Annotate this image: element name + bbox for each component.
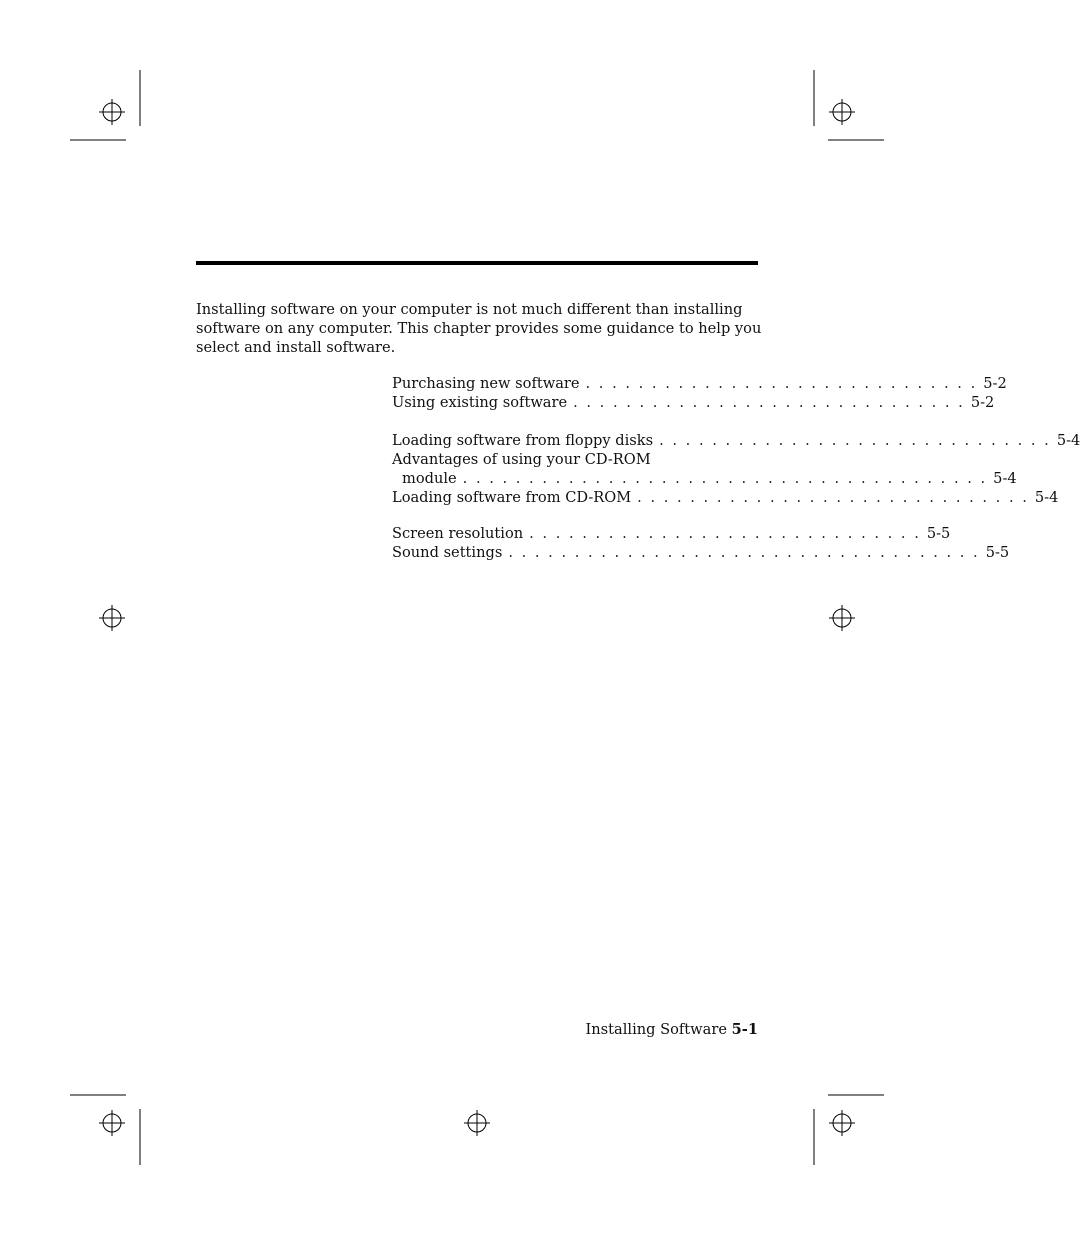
toc-label: Sound settings <box>392 544 503 561</box>
registration-mark-bottom-right-icon <box>814 1095 884 1165</box>
toc-entry-floppy <box>392 431 1080 450</box>
dot-leader: . . . . . . . . . . . . . . . . . . . . . . . . . . . . . . <box>637 489 1029 506</box>
toc-entry-advantages <box>392 469 1017 488</box>
toc-label: Loading software from CD-ROM <box>392 489 632 506</box>
registration-mark-bottom-left-icon <box>70 1095 140 1165</box>
chapter-rule <box>196 261 758 265</box>
toc-page: 5-4 <box>1034 489 1059 506</box>
toc-page: 5-5 <box>926 525 951 542</box>
footer-title: Installing Software <box>585 1021 727 1038</box>
toc-page: 5-5 <box>985 544 1010 561</box>
registration-mark-top-right-icon <box>814 70 884 140</box>
registration-mark-mid-left-icon <box>99 605 125 631</box>
toc-label: Screen resolution <box>392 525 524 542</box>
toc-page: 5-4 <box>1056 432 1080 449</box>
toc-entry-cdrom <box>392 488 1059 507</box>
toc-label: Advantages of using your CD-ROM <box>392 451 651 468</box>
toc-entry-purchasing <box>392 374 1007 393</box>
toc-page: 5-2 <box>983 375 1007 392</box>
toc-page: 5-2 <box>970 394 995 411</box>
toc-label: Loading software from floppy disks <box>392 432 654 449</box>
intro-paragraph: Installing software on your computer is not much different than installing software on any computer. This chapter provides some guidance to help you select and install software. <box>196 301 762 356</box>
page-number: 5-1 <box>731 1021 758 1038</box>
toc-label: Using existing software <box>392 394 568 411</box>
registration-mark-mid-right-icon <box>829 605 855 631</box>
registration-mark-top-left-icon <box>70 70 140 140</box>
page-footer <box>586 1021 758 1038</box>
toc-label: Purchasing new software <box>392 375 580 392</box>
dot-leader: . . . . . . . . . . . . . . . . . . . . . . . . . . . . . . <box>659 432 1051 449</box>
registration-mark-bottom-center-icon <box>464 1110 490 1136</box>
toc-entry-screen-resolution <box>392 524 951 543</box>
toc-label: module <box>402 470 457 487</box>
dot-leader: . . . . . . . . . . . . . . . . . . . . . . . . . . . . . . <box>529 525 921 542</box>
chapter-contents <box>392 374 1080 562</box>
dot-leader: . . . . . . . . . . . . . . . . . . . . . . . . . . . . . . . . . . . . . . . . <box>462 470 988 487</box>
toc-page: 5-4 <box>993 470 1017 487</box>
dot-leader: . . . . . . . . . . . . . . . . . . . . . . . . . . . . . . . . . . . . <box>508 544 980 561</box>
toc-entry-sound-settings <box>392 543 1010 562</box>
toc-entry-using-existing <box>392 393 995 412</box>
dot-leader: . . . . . . . . . . . . . . . . . . . . . . . . . . . . . . <box>573 394 965 411</box>
dot-leader: . . . . . . . . . . . . . . . . . . . . . . . . . . . . . . <box>585 375 978 392</box>
